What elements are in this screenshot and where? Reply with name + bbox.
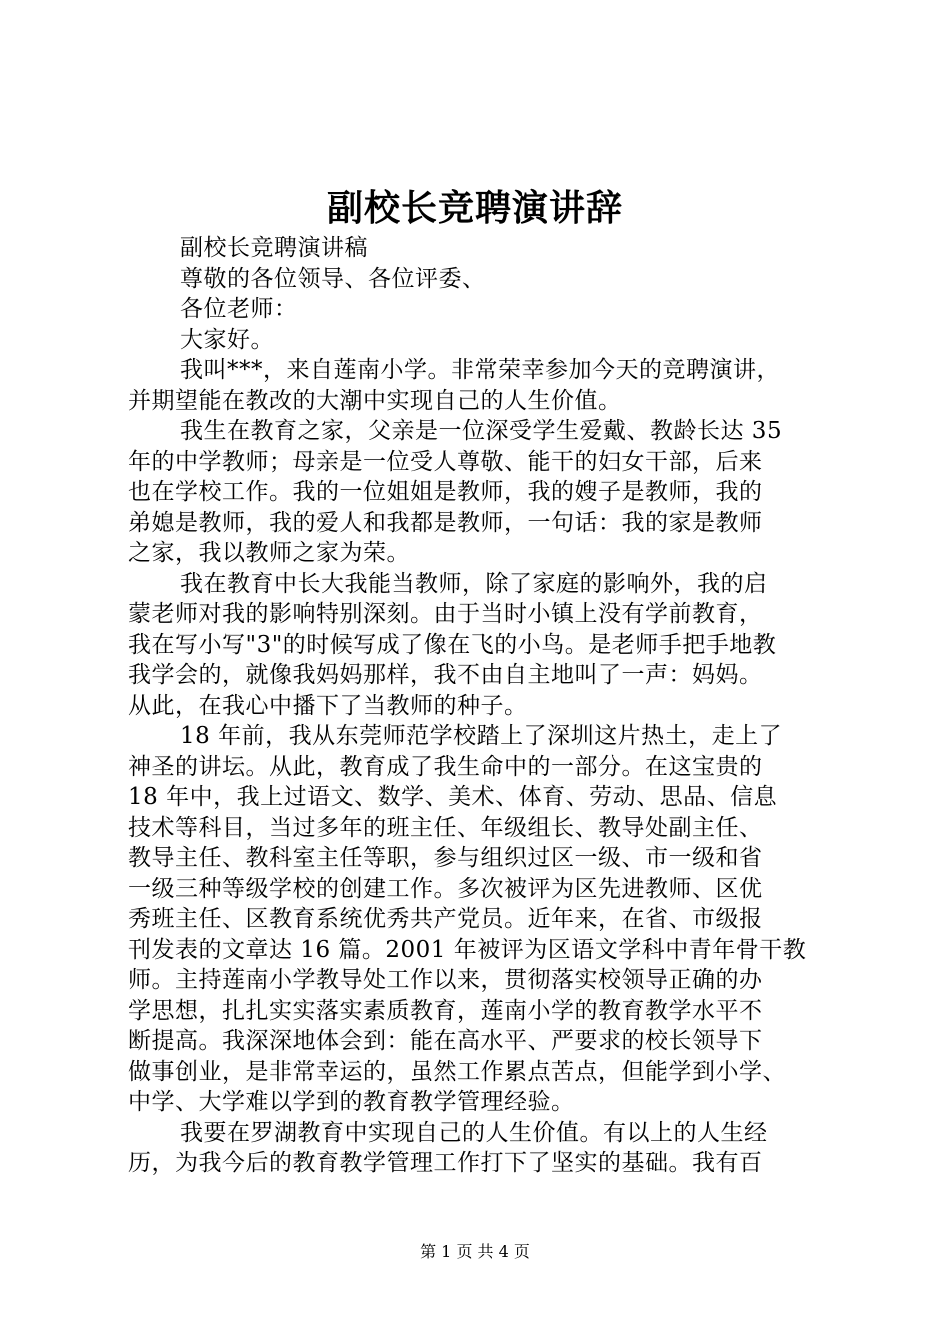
document-body xyxy=(128,233,828,1179)
body-line: 一级三种等级学校的创建工作。多次被评为区先进教师、区优 xyxy=(128,875,763,902)
body-line: 断提高。我深深地体会到：能在高水平、严要求的校长领导下 xyxy=(128,1028,763,1054)
body-line: 我要在罗湖教育中实现自己的人生价值。有以上的人生经 xyxy=(180,1119,768,1146)
body-line: 技术等科目，当过多年的班主任、年级组长、教导处副主任、 xyxy=(128,814,763,841)
body-line: 弟媳是教师，我的爱人和我都是教师，一句话：我的家是教师 xyxy=(128,509,763,536)
body-line: 蒙老师对我的影响特别深刻。由于当时小镇上没有学前教育， xyxy=(128,601,763,627)
body-line: 我在写小写"3"的时候写成了像在飞的小鸟。是老师手把手地教 xyxy=(128,631,777,658)
body-line: 历，为我今后的教育教学管理工作打下了坚实的基础。我有百 xyxy=(128,1150,763,1176)
body-line: 师。主持莲南小学教导处工作以来，贯彻落实校领导正确的办 xyxy=(128,967,763,993)
document-title: 副校长竞聘演讲辞 xyxy=(326,187,623,229)
body-line: 从此，在我心中播下了当教师的种子。 xyxy=(128,692,528,719)
body-line: 中学、大学难以学到的教育教学管理经验。 xyxy=(128,1089,575,1115)
body-line: 教导主任、教科室主任等职，参与组织过区一级、市一级和省 xyxy=(128,845,763,871)
page-footer: 第 1 页 共 4 页 xyxy=(420,1242,530,1261)
body-line: 秀班主任、区教育系统优秀共产党员。近年来，在省、市级报 xyxy=(128,906,763,932)
body-line: 大家好。 xyxy=(180,326,274,353)
body-line: 我生在教育之家，父亲是一位深受学生爱戴、教龄长达 35 xyxy=(180,418,783,444)
body-line: 神圣的讲坛。从此，教育成了我生命中的一部分。在这宝贵的 xyxy=(128,753,763,780)
body-line: 并期望能在教改的大潮中实现自己的人生价值。 xyxy=(128,387,622,414)
body-line: 副校长竞聘演讲稿 xyxy=(180,235,368,261)
body-line: 我在教育中长大我能当教师，除了家庭的影响外，我的启 xyxy=(180,570,768,597)
body-line: 也在学校工作。我的一位姐姐是教师，我的嫂子是教师，我的 xyxy=(128,479,763,505)
body-line: 做事创业，是非常幸运的，虽然工作累点苦点，但能学到小学、 xyxy=(128,1058,786,1085)
body-line: 年的中学教师；母亲是一位受人尊敬、能干的妇女干部，后来 xyxy=(128,448,763,475)
body-line: 我叫***，来自莲南小学。非常荣幸参加今天的竞聘演讲， xyxy=(180,357,780,383)
body-line: 学思想，扎扎实实落实素质教育，莲南小学的教育教学水平不 xyxy=(128,997,763,1024)
body-line: 18 年中，我上过语文、数学、美术、体育、劳动、思品、信息 xyxy=(128,784,778,810)
body-line: 尊敬的各位领导、各位评委、 xyxy=(180,265,486,292)
body-line: 刊发表的文章达 16 篇。2001 年被评为区语文学科中青年骨干教 xyxy=(128,936,807,963)
body-line: 之家，我以教师之家为荣。 xyxy=(128,540,410,566)
body-line: 18 年前，我从东莞师范学校踏上了深圳这片热土，走上了 xyxy=(180,723,783,749)
body-line: 各位老师： xyxy=(180,296,298,322)
body-line: 我学会的，就像我妈妈那样，我不由自主地叫了一声：妈妈。 xyxy=(128,662,763,688)
